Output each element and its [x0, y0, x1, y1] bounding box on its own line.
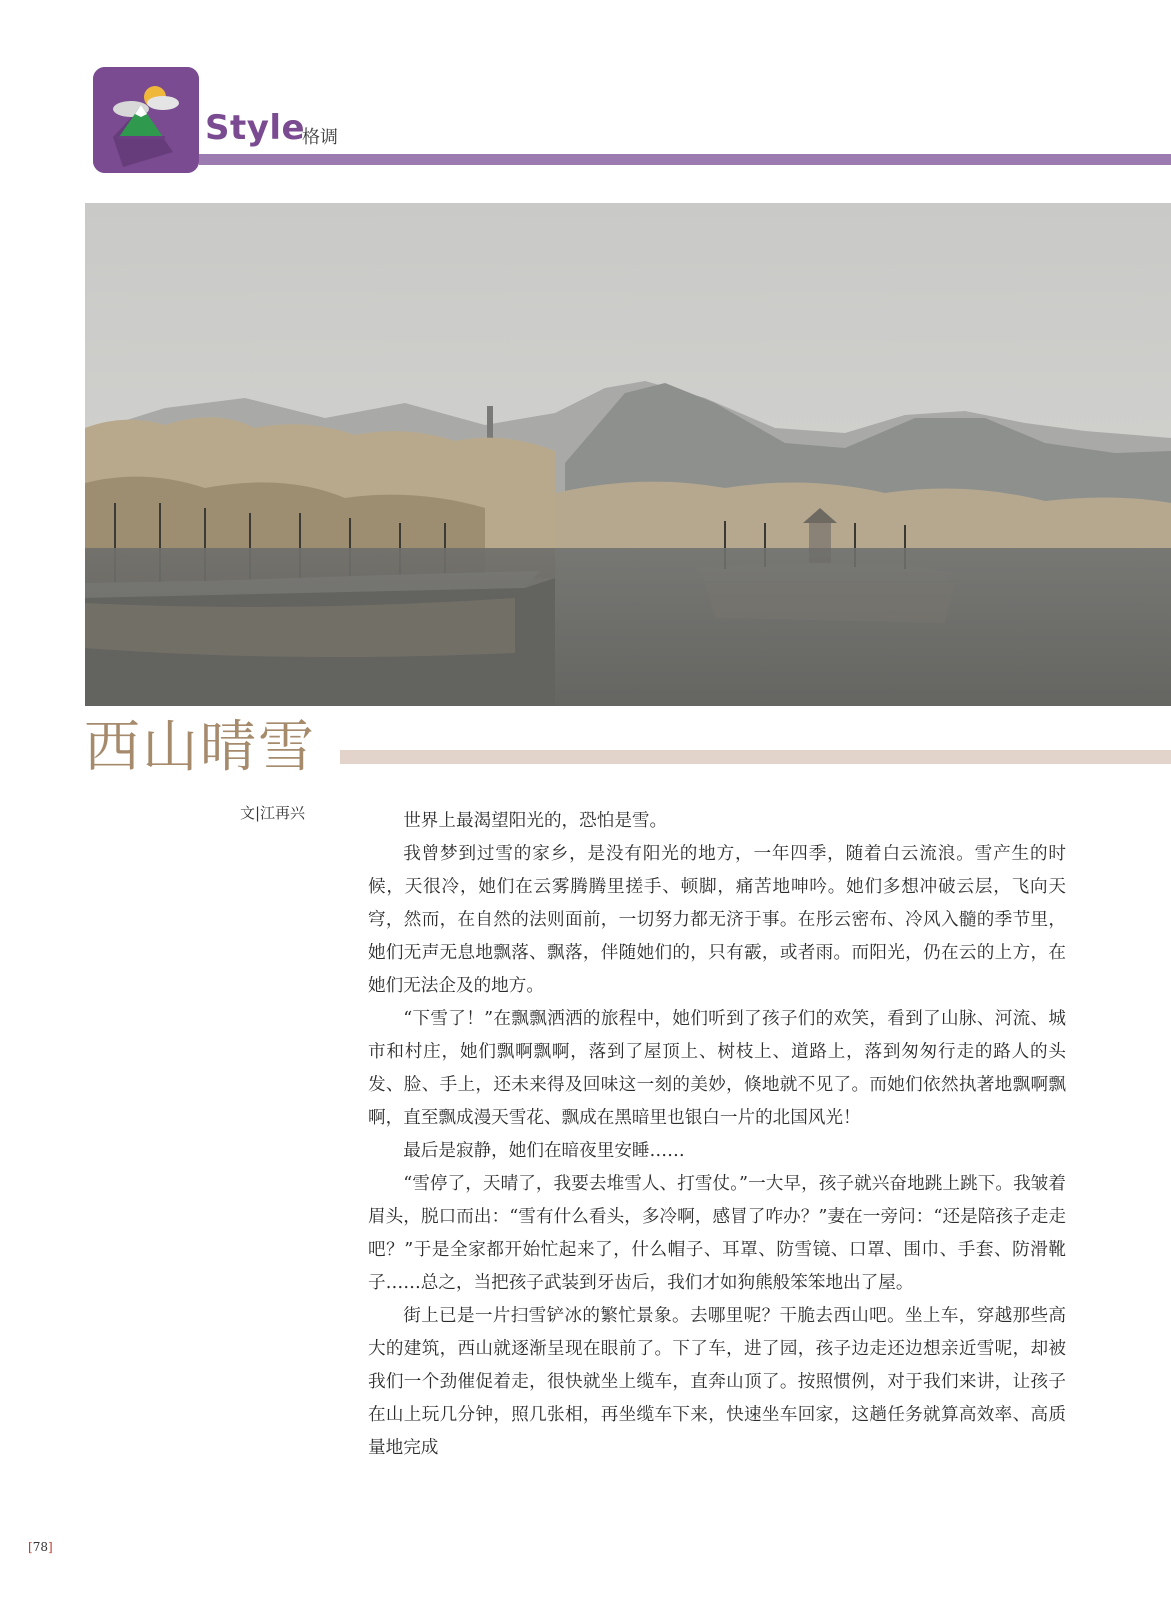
page-number-value: 78 [32, 1540, 48, 1554]
mountain-cloud-sun-icon [93, 67, 199, 173]
byline: 文|江再兴 [240, 804, 306, 822]
paragraph: 我曾梦到过雪的家乡，是没有阳光的地方，一年四季，随着白云流浪。雪产生的时候，天很冷，她们在云雾腾腾里搓手、顿脚，痛苦地呻吟。她们多想冲破云层，飞向天穹，然而，在自然的法则面前，一切努力都无济于事。在彤云密布、冷风入髓的季节里，她们无声无息地飘落、飘落，伴随她们的，只有霰，或者雨。而阳光，仍在云的上方，在她们无法企及的地方。 [368, 844, 1066, 996]
section-divider [199, 154, 1171, 165]
paragraph: “下雪了！”在飘飘洒洒的旅程中，她们听到了孩子们的欢笑，看到了山脉、河流、城市和村庄，她们飘啊飘啊，落到了屋顶上、树枝上、道路上，落到匆匆行走的路人的头发、脸、手上，还未来得及回味这一刻的美妙，倏地就不见了。而她们依然执著地飘啊飘啊，直至飘成漫天雪花、飘成在黑暗里也银白一片的北国风光！ [368, 1009, 1066, 1128]
article-body [368, 805, 1066, 1465]
paragraph: 街上已是一片扫雪铲冰的繁忙景象。去哪里呢？干脆去西山吧。坐上车，穿越那些高大的建筑，西山就逐渐呈现在眼前了。下了车，进了园，孩子边走还边想亲近雪呢，却被我们一个劲催促着走，很快就坐上缆车，直奔山顶了。按照惯例，对于我们来讲，让孩子在山上玩几分钟，照几张相，再坐缆车下来，快速坐车回家，这趟任务就算高效率、高质量地完成 [368, 1306, 1066, 1458]
paragraph: “雪停了，天晴了，我要去堆雪人、打雪仗。”一大早，孩子就兴奋地跳上跳下。我皱着眉头，脱口而出：“雪有什么看头，多冷啊，感冒了咋办？”妻在一旁问：“还是陪孩子走走吧？”于是全家都开始忙起来了，什么帽子、耳罩、防雪镜、口罩、围巾、手套、防滑靴子……总之，当把孩子武装到牙齿后，我们才如狗熊般笨笨地出了屋。 [368, 1174, 1066, 1293]
article-title: 西山晴雪 [84, 715, 316, 780]
title-divider [340, 750, 1171, 764]
hero-photo [85, 203, 1171, 706]
page-number [28, 1540, 53, 1554]
bracket-open: [ [28, 1540, 33, 1554]
section-subtitle: 格调 [302, 127, 338, 148]
paragraph: 最后是寂静，她们在暗夜里安睡…… [403, 1141, 685, 1161]
paragraph: 世界上最渴望阳光的，恐怕是雪。 [403, 811, 668, 831]
bracket-close: ] [47, 1540, 53, 1554]
section-title: Style [205, 108, 306, 148]
